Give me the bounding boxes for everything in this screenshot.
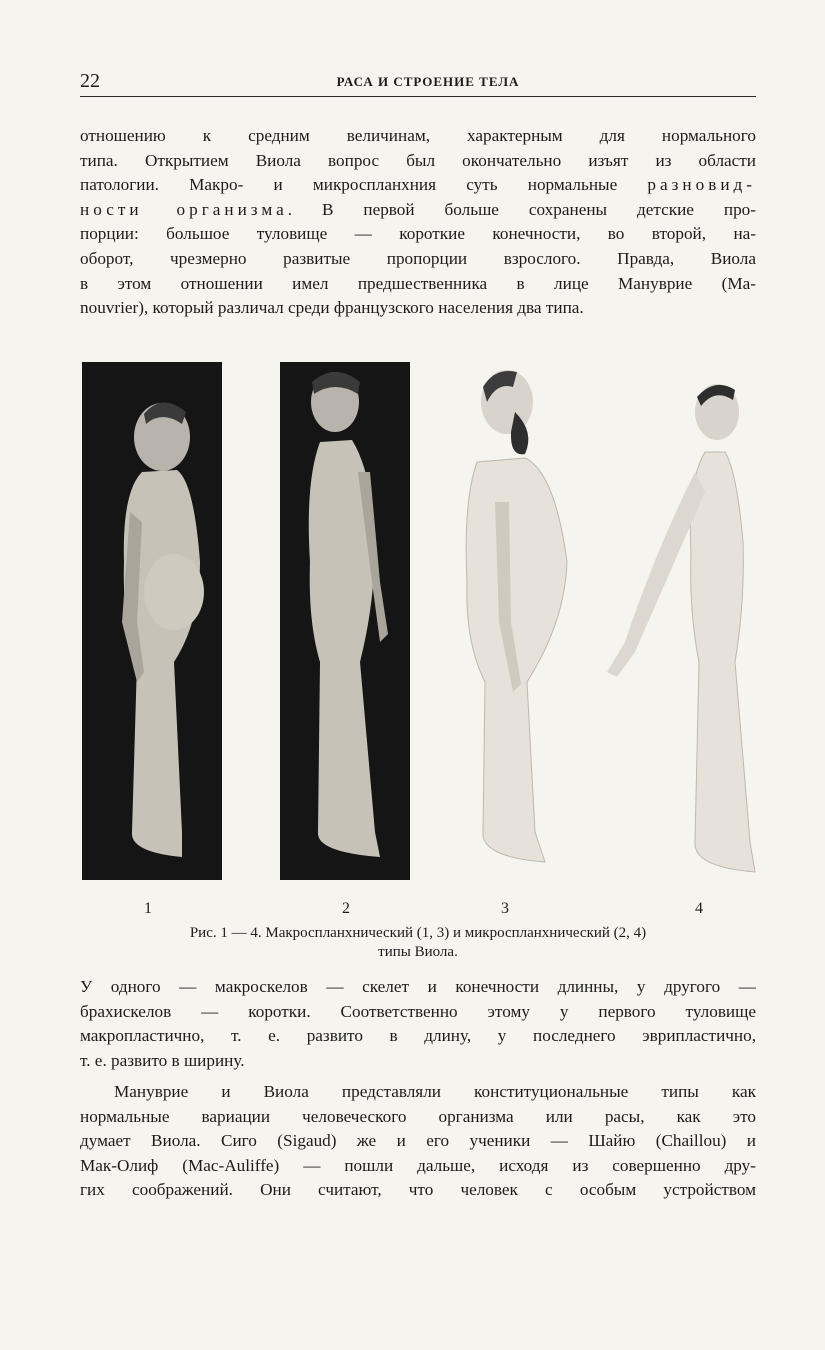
text-line: Манувриe и Виола представляли конституциональные типы как <box>114 1082 756 1101</box>
photo-microsplanchnic-4 <box>595 372 760 882</box>
text-line: патологии. Макро- и микроспланхния суть нормальные разновид- <box>80 175 756 195</box>
photo-microsplanchnic-2 <box>280 362 410 880</box>
photo-macrosplanchnic-1 <box>82 362 222 880</box>
photo-macrosplanchnic-3 <box>455 362 595 880</box>
spaced-term: ности организма <box>80 199 288 219</box>
figure-photographs <box>80 362 756 882</box>
figure-caption <box>80 924 756 962</box>
running-title: РАСА И СТРОЕНИЕ ТЕЛА <box>336 74 520 89</box>
text-line: отношению к средним величинам, характерным для нормального <box>80 126 756 145</box>
caption-line: Рис. 1 — 4. Макроспланхнический (1, 3) и микроспланхнический (2, 4) <box>189 925 647 941</box>
text-line: Мак-Олиф (Mac-Auliffe) — пошли дальше, исходя из совершенно дру- <box>80 1155 756 1175</box>
paragraph-3 <box>80 1080 756 1203</box>
figure-number-3: 3 <box>501 900 509 917</box>
text-line: У одного — макроскелов — скелет и конечности длинны, у другого — <box>80 977 756 996</box>
figure-number-4: 4 <box>695 900 703 917</box>
text-line <box>80 198 756 223</box>
text-line: типа. Открытием Виола вопрос был окончательно изъят из области <box>80 150 756 170</box>
text-line: макропластично, т. е. развито в длину, у последнего эврипластично, <box>80 1026 756 1046</box>
text-line: брахискелов — коротки. Соответственно этому у первого туловище <box>80 1001 756 1021</box>
text-line: порции: большое туловище — короткие конечности, во второй, на- <box>80 224 756 244</box>
text-line: т. е. развито в ширину. <box>80 1050 245 1070</box>
text-line: гих соображений. Они считают, что человек с особым устройством <box>80 1180 756 1200</box>
text-line: думает Виола. Сиго (Sigaud) же и его ученики — Шайю (Chaillou) и <box>80 1131 756 1151</box>
text-line: нормальные вариации человеческого организма или расы, как это <box>80 1106 756 1126</box>
paragraph-2 <box>80 975 756 1073</box>
text-line: в этом отношении имел предшественника в лице Манувриe (Ma- <box>80 273 756 293</box>
running-head <box>80 66 756 97</box>
text-line: nouvrier), который различал среди французского населения два типа. <box>80 298 584 318</box>
line-rest: . В первой больше сохранены детские про- <box>287 199 756 219</box>
caption-line: типы Виола. <box>378 944 458 960</box>
paragraph-1 <box>80 124 756 321</box>
figure-number-1: 1 <box>144 900 152 917</box>
figure-numbers <box>80 900 756 920</box>
text-line: оборот, чрезмерно развитые пропорции взрослого. Правда, Виола <box>80 248 756 268</box>
figure-number-2: 2 <box>342 900 350 917</box>
spaced-term: разновид- <box>647 175 756 195</box>
page-number: 22 <box>80 70 100 92</box>
